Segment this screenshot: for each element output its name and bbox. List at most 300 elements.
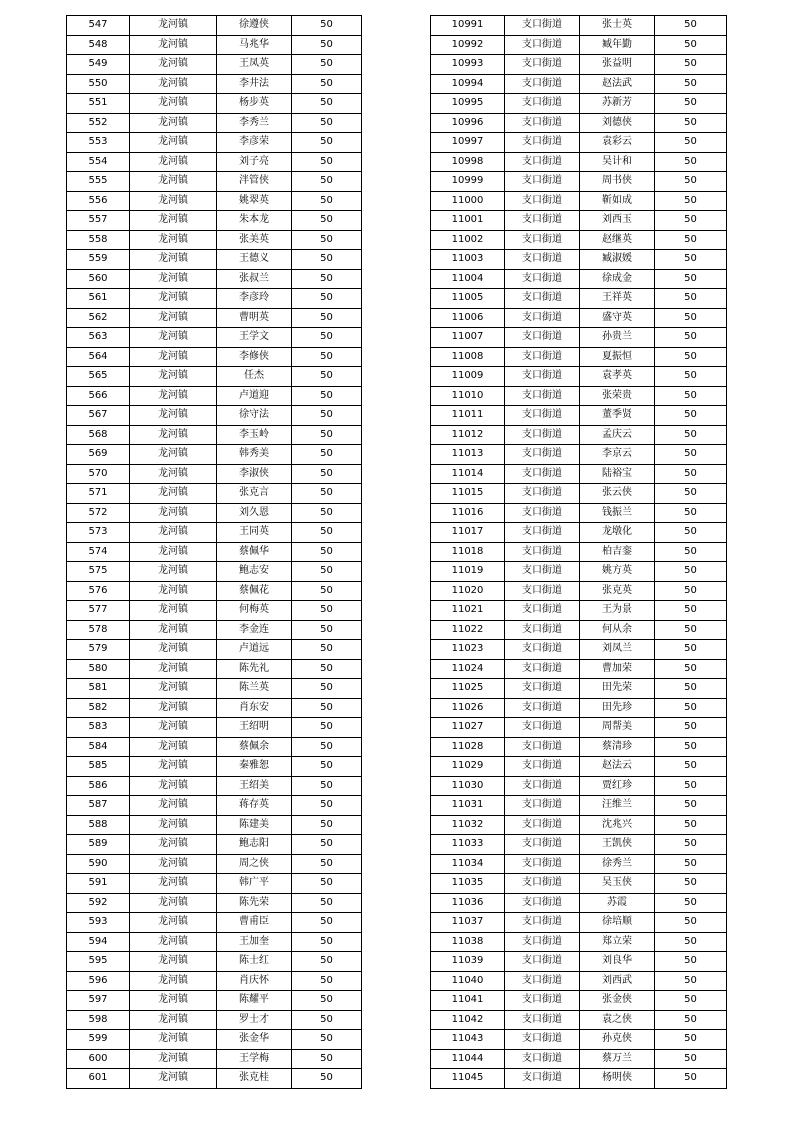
serial-number-cell: 11019 bbox=[431, 562, 505, 582]
amount-cell: 50 bbox=[292, 601, 362, 621]
district-cell: 龙河镇 bbox=[130, 971, 217, 991]
amount-cell: 50 bbox=[655, 74, 727, 94]
serial-number-cell: 11014 bbox=[431, 464, 505, 484]
table-row bbox=[431, 484, 727, 504]
district-cell: 龙河镇 bbox=[130, 152, 217, 172]
serial-number-cell: 565 bbox=[67, 367, 130, 387]
amount-cell: 50 bbox=[292, 367, 362, 387]
serial-number-cell: 599 bbox=[67, 1030, 130, 1050]
serial-number-cell: 550 bbox=[67, 74, 130, 94]
district-cell: 龙河镇 bbox=[130, 347, 217, 367]
amount-cell: 50 bbox=[655, 386, 727, 406]
name-cell: 孙贵兰 bbox=[580, 328, 655, 348]
serial-number-cell: 558 bbox=[67, 230, 130, 250]
name-cell: 杨明侠 bbox=[580, 1069, 655, 1089]
serial-number-cell: 601 bbox=[67, 1069, 130, 1089]
amount-cell: 50 bbox=[292, 386, 362, 406]
serial-number-cell: 569 bbox=[67, 445, 130, 465]
name-cell: 罗士才 bbox=[217, 1010, 292, 1030]
name-cell: 曹加荣 bbox=[580, 659, 655, 679]
name-cell: 陈建美 bbox=[217, 815, 292, 835]
district-cell: 龙河镇 bbox=[130, 464, 217, 484]
name-cell: 王德义 bbox=[217, 250, 292, 270]
table-row bbox=[431, 835, 727, 855]
amount-cell: 50 bbox=[655, 796, 727, 816]
amount-cell: 50 bbox=[292, 250, 362, 270]
name-cell: 张克言 bbox=[217, 484, 292, 504]
name-cell: 王祥英 bbox=[580, 289, 655, 309]
table-row bbox=[431, 230, 727, 250]
name-cell: 徐守法 bbox=[217, 406, 292, 426]
amount-cell: 50 bbox=[655, 835, 727, 855]
table-row bbox=[67, 328, 362, 348]
serial-number-cell: 554 bbox=[67, 152, 130, 172]
serial-number-cell: 10998 bbox=[431, 152, 505, 172]
name-cell: 王学梅 bbox=[217, 1049, 292, 1069]
district-cell: 支口街道 bbox=[505, 698, 580, 718]
serial-number-cell: 10995 bbox=[431, 94, 505, 114]
district-cell: 支口街道 bbox=[505, 406, 580, 426]
amount-cell: 50 bbox=[292, 289, 362, 309]
table-row bbox=[431, 718, 727, 738]
name-cell: 盛守英 bbox=[580, 308, 655, 328]
district-cell: 龙河镇 bbox=[130, 913, 217, 933]
amount-cell: 50 bbox=[655, 679, 727, 699]
name-cell: 陈耀平 bbox=[217, 991, 292, 1011]
district-cell: 龙河镇 bbox=[130, 191, 217, 211]
district-cell: 龙河镇 bbox=[130, 35, 217, 55]
district-cell: 支口街道 bbox=[505, 269, 580, 289]
amount-cell: 50 bbox=[292, 893, 362, 913]
serial-number-cell: 10994 bbox=[431, 74, 505, 94]
serial-number-cell: 11012 bbox=[431, 425, 505, 445]
amount-cell: 50 bbox=[292, 679, 362, 699]
table-row bbox=[431, 367, 727, 387]
amount-cell: 50 bbox=[655, 445, 727, 465]
serial-number-cell: 588 bbox=[67, 815, 130, 835]
amount-cell: 50 bbox=[655, 542, 727, 562]
serial-number-cell: 556 bbox=[67, 191, 130, 211]
table-row bbox=[67, 718, 362, 738]
serial-number-cell: 581 bbox=[67, 679, 130, 699]
amount-cell: 50 bbox=[292, 172, 362, 192]
name-cell: 何梅英 bbox=[217, 601, 292, 621]
table-row bbox=[67, 35, 362, 55]
serial-number-cell: 583 bbox=[67, 718, 130, 738]
table-row bbox=[67, 776, 362, 796]
name-cell: 李玉岭 bbox=[217, 425, 292, 445]
amount-cell: 50 bbox=[655, 1010, 727, 1030]
serial-number-cell: 553 bbox=[67, 133, 130, 153]
amount-cell: 50 bbox=[292, 445, 362, 465]
table-row bbox=[67, 542, 362, 562]
serial-number-cell: 10993 bbox=[431, 55, 505, 75]
serial-number-cell: 590 bbox=[67, 854, 130, 874]
district-cell: 支口街道 bbox=[505, 620, 580, 640]
amount-cell: 50 bbox=[292, 776, 362, 796]
amount-cell: 50 bbox=[292, 796, 362, 816]
serial-number-cell: 11045 bbox=[431, 1069, 505, 1089]
name-cell: 袁孝英 bbox=[580, 367, 655, 387]
serial-number-cell: 584 bbox=[67, 737, 130, 757]
name-cell: 徐培顺 bbox=[580, 913, 655, 933]
district-cell: 支口街道 bbox=[505, 386, 580, 406]
name-cell: 肖庆怀 bbox=[217, 971, 292, 991]
district-cell: 支口街道 bbox=[505, 796, 580, 816]
name-cell: 赵继英 bbox=[580, 230, 655, 250]
amount-cell: 50 bbox=[655, 640, 727, 660]
table-row bbox=[67, 640, 362, 660]
district-cell: 龙河镇 bbox=[130, 659, 217, 679]
name-cell: 李京云 bbox=[580, 445, 655, 465]
table-row bbox=[431, 94, 727, 114]
district-cell: 龙河镇 bbox=[130, 698, 217, 718]
serial-number-cell: 570 bbox=[67, 464, 130, 484]
serial-number-cell: 11032 bbox=[431, 815, 505, 835]
amount-cell: 50 bbox=[655, 328, 727, 348]
district-cell: 龙河镇 bbox=[130, 230, 217, 250]
serial-number-cell: 11008 bbox=[431, 347, 505, 367]
name-cell: 周书侠 bbox=[580, 172, 655, 192]
amount-cell: 50 bbox=[655, 971, 727, 991]
district-cell: 龙河镇 bbox=[130, 1069, 217, 1089]
serial-number-cell: 11018 bbox=[431, 542, 505, 562]
district-cell: 支口街道 bbox=[505, 815, 580, 835]
amount-cell: 50 bbox=[655, 698, 727, 718]
amount-cell: 50 bbox=[292, 854, 362, 874]
district-cell: 支口街道 bbox=[505, 94, 580, 114]
amount-cell: 50 bbox=[655, 113, 727, 133]
name-cell: 臧淑媛 bbox=[580, 250, 655, 270]
name-cell: 李修侠 bbox=[217, 347, 292, 367]
district-cell: 龙河镇 bbox=[130, 542, 217, 562]
table-row bbox=[67, 269, 362, 289]
amount-cell: 50 bbox=[292, 835, 362, 855]
district-cell: 支口街道 bbox=[505, 113, 580, 133]
district-cell: 龙河镇 bbox=[130, 932, 217, 952]
table-row bbox=[67, 503, 362, 523]
name-cell: 刘西玉 bbox=[580, 211, 655, 231]
table-row bbox=[431, 991, 727, 1011]
name-cell: 李秀兰 bbox=[217, 113, 292, 133]
table-row bbox=[431, 425, 727, 445]
serial-number-cell: 11020 bbox=[431, 581, 505, 601]
name-cell: 韩秀美 bbox=[217, 445, 292, 465]
serial-number-cell: 11005 bbox=[431, 289, 505, 309]
table-row bbox=[67, 464, 362, 484]
serial-number-cell: 580 bbox=[67, 659, 130, 679]
amount-cell: 50 bbox=[655, 211, 727, 231]
amount-cell: 50 bbox=[292, 16, 362, 36]
district-cell: 支口街道 bbox=[505, 230, 580, 250]
district-cell: 支口街道 bbox=[505, 874, 580, 894]
table-row bbox=[431, 152, 727, 172]
district-cell: 支口街道 bbox=[505, 932, 580, 952]
name-cell: 夏振恒 bbox=[580, 347, 655, 367]
name-cell: 鲍志安 bbox=[217, 562, 292, 582]
serial-number-cell: 11025 bbox=[431, 679, 505, 699]
name-cell: 肖东安 bbox=[217, 698, 292, 718]
amount-cell: 50 bbox=[655, 815, 727, 835]
name-cell: 赵法武 bbox=[580, 74, 655, 94]
table-row bbox=[431, 796, 727, 816]
name-cell: 张云侠 bbox=[580, 484, 655, 504]
district-cell: 龙河镇 bbox=[130, 679, 217, 699]
amount-cell: 50 bbox=[292, 737, 362, 757]
amount-cell: 50 bbox=[655, 620, 727, 640]
name-cell: 张克英 bbox=[580, 581, 655, 601]
district-cell: 支口街道 bbox=[505, 523, 580, 543]
table-row bbox=[431, 1030, 727, 1050]
table-row bbox=[431, 659, 727, 679]
right-roster-table bbox=[430, 15, 727, 1089]
amount-cell: 50 bbox=[292, 1069, 362, 1089]
district-cell: 支口街道 bbox=[505, 74, 580, 94]
table-row bbox=[67, 796, 362, 816]
name-cell: 王凤英 bbox=[217, 55, 292, 75]
name-cell: 李金连 bbox=[217, 620, 292, 640]
amount-cell: 50 bbox=[292, 542, 362, 562]
table-row bbox=[431, 971, 727, 991]
name-cell: 张克桂 bbox=[217, 1069, 292, 1089]
district-cell: 龙河镇 bbox=[130, 445, 217, 465]
table-row bbox=[431, 133, 727, 153]
serial-number-cell: 594 bbox=[67, 932, 130, 952]
table-row bbox=[431, 698, 727, 718]
district-cell: 龙河镇 bbox=[130, 289, 217, 309]
name-cell: 马兆华 bbox=[217, 35, 292, 55]
serial-number-cell: 578 bbox=[67, 620, 130, 640]
serial-number-cell: 11033 bbox=[431, 835, 505, 855]
district-cell: 龙河镇 bbox=[130, 172, 217, 192]
table-row bbox=[431, 35, 727, 55]
district-cell: 支口街道 bbox=[505, 601, 580, 621]
district-cell: 支口街道 bbox=[505, 35, 580, 55]
table-row bbox=[431, 913, 727, 933]
serial-number-cell: 11007 bbox=[431, 328, 505, 348]
district-cell: 支口街道 bbox=[505, 347, 580, 367]
amount-cell: 50 bbox=[292, 347, 362, 367]
amount-cell: 50 bbox=[655, 35, 727, 55]
amount-cell: 50 bbox=[655, 308, 727, 328]
serial-number-cell: 572 bbox=[67, 503, 130, 523]
amount-cell: 50 bbox=[655, 172, 727, 192]
serial-number-cell: 11024 bbox=[431, 659, 505, 679]
district-cell: 支口街道 bbox=[505, 1049, 580, 1069]
district-cell: 支口街道 bbox=[505, 191, 580, 211]
amount-cell: 50 bbox=[655, 932, 727, 952]
table-row bbox=[431, 1010, 727, 1030]
amount-cell: 50 bbox=[292, 191, 362, 211]
district-cell: 支口街道 bbox=[505, 250, 580, 270]
district-cell: 支口街道 bbox=[505, 542, 580, 562]
name-cell: 张美英 bbox=[217, 230, 292, 250]
table-row bbox=[67, 874, 362, 894]
district-cell: 支口街道 bbox=[505, 854, 580, 874]
table-row bbox=[67, 191, 362, 211]
name-cell: 靳如成 bbox=[580, 191, 655, 211]
table-row bbox=[67, 1030, 362, 1050]
name-cell: 秦雅恕 bbox=[217, 757, 292, 777]
district-cell: 支口街道 bbox=[505, 425, 580, 445]
table-row bbox=[67, 74, 362, 94]
amount-cell: 50 bbox=[292, 269, 362, 289]
district-cell: 支口街道 bbox=[505, 659, 580, 679]
table-row bbox=[67, 562, 362, 582]
table-row bbox=[431, 581, 727, 601]
table-row bbox=[67, 971, 362, 991]
table-row bbox=[67, 932, 362, 952]
table-row bbox=[431, 679, 727, 699]
table-row bbox=[431, 523, 727, 543]
amount-cell: 50 bbox=[292, 952, 362, 972]
serial-number-cell: 11016 bbox=[431, 503, 505, 523]
serial-number-cell: 11023 bbox=[431, 640, 505, 660]
amount-cell: 50 bbox=[292, 55, 362, 75]
name-cell: 王为景 bbox=[580, 601, 655, 621]
district-cell: 龙河镇 bbox=[130, 776, 217, 796]
amount-cell: 50 bbox=[292, 1049, 362, 1069]
amount-cell: 50 bbox=[655, 718, 727, 738]
serial-number-cell: 11039 bbox=[431, 952, 505, 972]
amount-cell: 50 bbox=[655, 503, 727, 523]
name-cell: 韩广平 bbox=[217, 874, 292, 894]
name-cell: 龙墩化 bbox=[580, 523, 655, 543]
amount-cell: 50 bbox=[292, 503, 362, 523]
district-cell: 龙河镇 bbox=[130, 74, 217, 94]
name-cell: 陈兰英 bbox=[217, 679, 292, 699]
district-cell: 龙河镇 bbox=[130, 757, 217, 777]
amount-cell: 50 bbox=[655, 523, 727, 543]
serial-number-cell: 11021 bbox=[431, 601, 505, 621]
serial-number-cell: 11035 bbox=[431, 874, 505, 894]
amount-cell: 50 bbox=[655, 659, 727, 679]
serial-number-cell: 592 bbox=[67, 893, 130, 913]
serial-number-cell: 555 bbox=[67, 172, 130, 192]
table-row bbox=[431, 445, 727, 465]
serial-number-cell: 600 bbox=[67, 1049, 130, 1069]
serial-number-cell: 571 bbox=[67, 484, 130, 504]
name-cell: 卢道远 bbox=[217, 640, 292, 660]
amount-cell: 50 bbox=[292, 152, 362, 172]
table-row bbox=[431, 757, 727, 777]
table-row bbox=[67, 757, 362, 777]
amount-cell: 50 bbox=[292, 464, 362, 484]
serial-number-cell: 11026 bbox=[431, 698, 505, 718]
name-cell: 柏吉銮 bbox=[580, 542, 655, 562]
serial-number-cell: 576 bbox=[67, 581, 130, 601]
table-row bbox=[67, 250, 362, 270]
serial-number-cell: 548 bbox=[67, 35, 130, 55]
amount-cell: 50 bbox=[655, 133, 727, 153]
serial-number-cell: 11015 bbox=[431, 484, 505, 504]
name-cell: 董季贤 bbox=[580, 406, 655, 426]
serial-number-cell: 595 bbox=[67, 952, 130, 972]
amount-cell: 50 bbox=[292, 581, 362, 601]
table-row bbox=[431, 16, 727, 36]
serial-number-cell: 11041 bbox=[431, 991, 505, 1011]
name-cell: 张叔兰 bbox=[217, 269, 292, 289]
amount-cell: 50 bbox=[292, 406, 362, 426]
district-cell: 支口街道 bbox=[505, 152, 580, 172]
name-cell: 徐秀兰 bbox=[580, 854, 655, 874]
district-cell: 支口街道 bbox=[505, 893, 580, 913]
district-cell: 龙河镇 bbox=[130, 640, 217, 660]
district-cell: 龙河镇 bbox=[130, 893, 217, 913]
name-cell: 贾红珍 bbox=[580, 776, 655, 796]
table-row bbox=[431, 211, 727, 231]
name-cell: 蒋存英 bbox=[217, 796, 292, 816]
table-row bbox=[67, 211, 362, 231]
name-cell: 徐遵侠 bbox=[217, 16, 292, 36]
name-cell: 郑立荣 bbox=[580, 932, 655, 952]
serial-number-cell: 564 bbox=[67, 347, 130, 367]
name-cell: 袁彩云 bbox=[580, 133, 655, 153]
name-cell: 田先荣 bbox=[580, 679, 655, 699]
name-cell: 蔡清珍 bbox=[580, 737, 655, 757]
name-cell: 李井法 bbox=[217, 74, 292, 94]
table-row bbox=[431, 737, 727, 757]
amount-cell: 50 bbox=[655, 913, 727, 933]
table-row bbox=[67, 581, 362, 601]
table-row bbox=[431, 250, 727, 270]
serial-number-cell: 11044 bbox=[431, 1049, 505, 1069]
name-cell: 汪维兰 bbox=[580, 796, 655, 816]
district-cell: 龙河镇 bbox=[130, 854, 217, 874]
table-row bbox=[67, 620, 362, 640]
district-cell: 支口街道 bbox=[505, 757, 580, 777]
table-row bbox=[431, 640, 727, 660]
name-cell: 张金华 bbox=[217, 1030, 292, 1050]
table-row bbox=[67, 55, 362, 75]
serial-number-cell: 566 bbox=[67, 386, 130, 406]
amount-cell: 50 bbox=[292, 133, 362, 153]
district-cell: 支口街道 bbox=[505, 308, 580, 328]
district-cell: 龙河镇 bbox=[130, 1049, 217, 1069]
amount-cell: 50 bbox=[292, 230, 362, 250]
name-cell: 陆裕宝 bbox=[580, 464, 655, 484]
amount-cell: 50 bbox=[292, 308, 362, 328]
table-row bbox=[431, 172, 727, 192]
district-cell: 支口街道 bbox=[505, 581, 580, 601]
table-row bbox=[431, 776, 727, 796]
name-cell: 钱振兰 bbox=[580, 503, 655, 523]
serial-number-cell: 11040 bbox=[431, 971, 505, 991]
table-row bbox=[431, 815, 727, 835]
amount-cell: 50 bbox=[292, 757, 362, 777]
amount-cell: 50 bbox=[655, 562, 727, 582]
serial-number-cell: 586 bbox=[67, 776, 130, 796]
amount-cell: 50 bbox=[655, 991, 727, 1011]
name-cell: 任杰 bbox=[217, 367, 292, 387]
table-row bbox=[67, 893, 362, 913]
serial-number-cell: 574 bbox=[67, 542, 130, 562]
amount-cell: 50 bbox=[292, 35, 362, 55]
serial-number-cell: 10997 bbox=[431, 133, 505, 153]
table-row bbox=[431, 464, 727, 484]
district-cell: 龙河镇 bbox=[130, 601, 217, 621]
table-row bbox=[431, 542, 727, 562]
district-cell: 支口街道 bbox=[505, 133, 580, 153]
district-cell: 龙河镇 bbox=[130, 620, 217, 640]
serial-number-cell: 577 bbox=[67, 601, 130, 621]
serial-number-cell: 559 bbox=[67, 250, 130, 270]
table-row bbox=[67, 854, 362, 874]
name-cell: 张荣贵 bbox=[580, 386, 655, 406]
table-row bbox=[67, 679, 362, 699]
table-row bbox=[431, 191, 727, 211]
table-row bbox=[67, 386, 362, 406]
